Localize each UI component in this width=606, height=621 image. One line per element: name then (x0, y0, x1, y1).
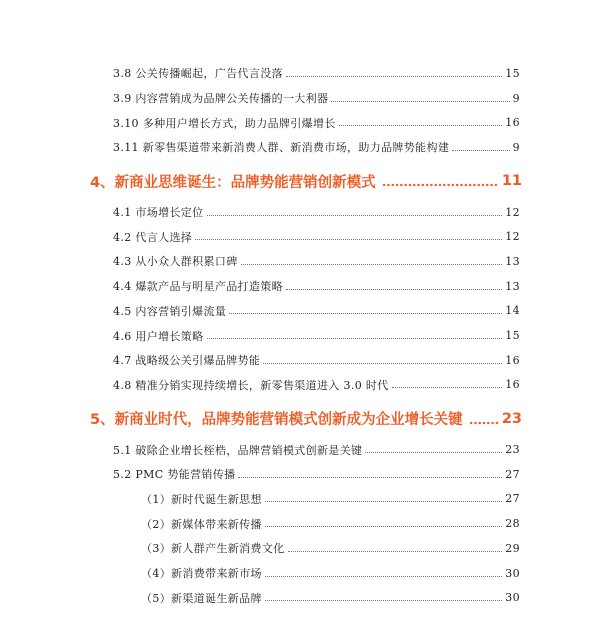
toc-entry-label: 4.6 用户增长策略 (113, 329, 204, 343)
toc-entry-4-2[interactable] (90, 224, 522, 249)
toc-entry-label: （4）新消费带来新市场 (141, 567, 262, 581)
toc-entry-label: 5.2 PMC 势能营销传播 (113, 468, 236, 482)
toc-entry-5-1[interactable] (90, 437, 522, 462)
toc-subentry-5-2-4[interactable] (90, 561, 522, 586)
toc-page-number: 23 (505, 443, 520, 457)
dot-leader (331, 101, 509, 102)
dot-leader (265, 576, 502, 577)
toc-page-number: 15 (505, 66, 520, 80)
toc-page-number: 15 (505, 329, 520, 343)
toc-entry-label: 4.1 市场增长定位 (113, 206, 204, 220)
toc-subentry-5-2-5[interactable] (90, 585, 522, 610)
toc-entry-3-9[interactable] (90, 86, 522, 111)
toc-entry-label: （1）新时代诞生新思想 (141, 492, 262, 506)
toc-entry-label: 4.4 爆款产品与明星产品打造策略 (113, 280, 283, 294)
toc-page-number: 14 (505, 304, 520, 318)
toc-page-number: 23 (501, 410, 522, 427)
toc-entry-4-3[interactable] (90, 249, 522, 274)
toc-chapter-title: 5、新商业时代，品牌势能营销模式创新成为企业增长关键 (90, 412, 463, 429)
toc-entry-label: （2）新媒体带来新传播 (141, 517, 262, 531)
toc-page-number: 27 (505, 492, 520, 506)
dot-leader (339, 125, 503, 126)
toc-page-number: 9 (512, 140, 520, 154)
dot-leader (452, 150, 509, 151)
dot-leader (238, 477, 502, 478)
toc-page-number: 13 (505, 254, 520, 268)
toc-entry-3-11[interactable] (90, 135, 522, 160)
toc-page-number: 28 (505, 517, 520, 531)
toc-entry-label: 3.9 内容营销成为品牌公关传播的一大利器 (113, 92, 329, 106)
toc-entry-label: 3.10 多种用户增长方式，助力品牌引爆增长 (113, 116, 336, 130)
toc-entry-4-7[interactable] (90, 348, 522, 373)
toc-subentry-5-2-1[interactable] (90, 487, 522, 512)
toc-page-number: 12 (505, 230, 520, 244)
dot-leader (265, 600, 502, 601)
toc-entry-label: 4.3 从小众人群积累口碑 (113, 255, 238, 269)
dot-leader (241, 264, 503, 265)
toc-page-number: 13 (505, 279, 520, 293)
toc-entry-label: 3.8 公关传播崛起，广告代言没落 (113, 67, 283, 81)
toc-entry-label: 4.5 内容营销引爆流量 (113, 304, 227, 318)
toc-page-number: 30 (505, 591, 520, 605)
toc-page-number: 16 (505, 353, 520, 367)
toc-page-number: 27 (505, 467, 520, 481)
toc-entry-label: 5.1 破除企业增长桎梏，品牌营销模式创新是关键 (113, 443, 363, 457)
toc-entry-label: （3）新人群产生新消费文化 (141, 542, 285, 556)
dot-leader (265, 501, 502, 502)
table-of-contents (90, 61, 522, 610)
toc-page-number: 16 (505, 116, 520, 130)
dot-leader (286, 289, 502, 290)
toc-chapter-title: 4、新商业思维诞生：品牌势能营销创新模式 (90, 174, 376, 191)
toc-page-number: 29 (505, 541, 520, 555)
dot-leader (207, 215, 503, 216)
dot-leader (382, 183, 499, 187)
dot-leader (265, 526, 502, 527)
toc-entry-3-8[interactable] (90, 61, 522, 86)
dot-leader (195, 239, 502, 240)
toc-page-number: 9 (512, 91, 520, 105)
toc-page-number: 12 (505, 205, 520, 219)
toc-entry-label: 4.8 精准分销实现持续增长，新零售渠道进入 3.0 时代 (113, 378, 389, 392)
dot-leader (392, 387, 503, 388)
dot-leader (469, 421, 499, 425)
dot-leader (288, 551, 503, 552)
toc-entry-4-5[interactable] (90, 299, 522, 324)
toc-page-number: 11 (501, 173, 522, 190)
toc-entry-5-2[interactable] (90, 462, 522, 487)
toc-page-number: 16 (505, 378, 520, 392)
toc-entry-4-8[interactable] (90, 373, 522, 398)
toc-subentry-5-2-2[interactable] (90, 511, 522, 536)
toc-entry-4-6[interactable] (90, 323, 522, 348)
dot-leader (286, 76, 502, 77)
toc-page-number: 30 (505, 566, 520, 580)
toc-entry-label: 3.11 新零售渠道带来新消费人群、新消费市场，助力品牌势能构建 (113, 141, 450, 155)
toc-entry-label: 4.2 代言人选择 (113, 230, 193, 244)
toc-chapter-4[interactable] (90, 160, 522, 200)
dot-leader (365, 452, 502, 453)
toc-entry-label: 4.7 战略级公关引爆品牌势能 (113, 354, 261, 368)
dot-leader (229, 313, 502, 314)
toc-subentry-5-2-3[interactable] (90, 536, 522, 561)
dot-leader (207, 338, 503, 339)
toc-chapter-5[interactable] (90, 397, 522, 437)
dot-leader (263, 363, 502, 364)
toc-entry-4-1[interactable] (90, 200, 522, 225)
toc-entry-3-10[interactable] (90, 110, 522, 135)
toc-entry-4-4[interactable] (90, 274, 522, 299)
toc-entry-label: （5）新渠道诞生新品牌 (141, 591, 262, 605)
